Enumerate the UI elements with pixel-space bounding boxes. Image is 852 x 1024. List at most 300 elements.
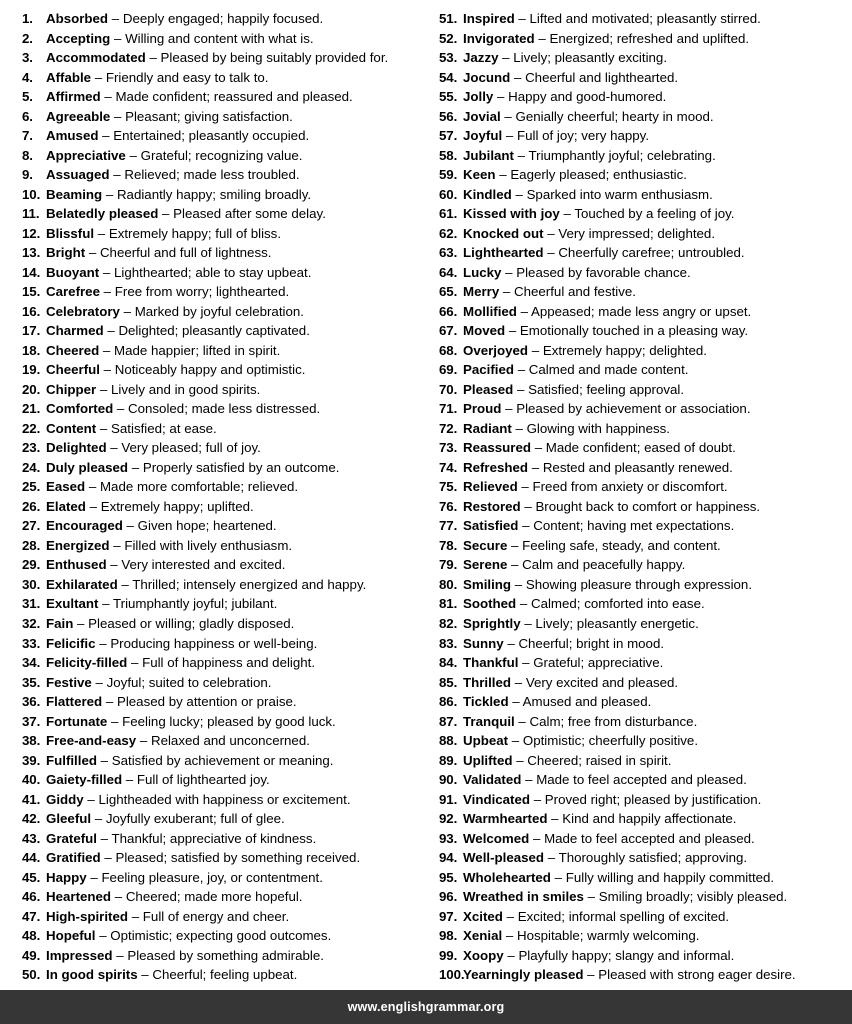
list-item-definition: Rested and pleasantly renewed. [542,459,733,475]
list-item [22,673,422,693]
list-item-number: 32. [22,615,41,631]
list-item [439,829,848,849]
list-item [439,263,848,283]
list-item-body [46,692,422,712]
list-item-term: Mollified [463,303,517,319]
list-item-separator: – [499,284,515,300]
list-item-definition: Excited; informal spelling of excited. [517,908,730,924]
list-item [22,29,422,49]
list-item-term: Serene [463,557,508,573]
list-item-body [46,887,422,907]
list-item-definition: Grateful; appreciative. [533,655,664,671]
list-item-separator: – [543,245,559,261]
list-item-body [463,653,848,673]
list-item-term: Well-pleased [463,850,545,866]
list-item-definition: Pleased or willing; gladly disposed. [88,615,295,631]
list-item-definition: Extremely happy; delighted. [542,342,707,358]
list-item-body [463,946,848,966]
list-item-separator: – [103,323,119,339]
list-item-definition: Pleased by something admirable. [127,947,324,963]
list-item [439,204,848,224]
list-item [439,555,848,575]
list-item-definition: Very impressed; delighted. [558,225,716,241]
list-item-number: 78. [439,537,458,553]
list-item-separator: – [85,498,101,514]
list-item-term: Restored [463,498,521,514]
list-item [439,712,848,732]
list-item-number: 74. [439,459,458,475]
list-item-definition: Brought back to comfort or happiness. [535,498,761,514]
list-item-separator: – [96,381,112,397]
list-item-term: Elated [46,498,86,514]
list-item-number: 84. [439,655,458,671]
list-item-term: Sprightly [463,615,521,631]
list-item-definition: Sparked into warm enthusiasm. [526,186,713,202]
list-item-number: 28. [22,537,41,553]
list-item [439,926,848,946]
list-item-number: 35. [22,674,41,690]
list-item-separator: – [508,733,523,749]
list-item-separator: – [127,655,143,671]
list-item [439,458,848,478]
list-item-term: Chipper [46,381,97,397]
list-item-separator: – [503,947,519,963]
list-item-term: Duly pleased [46,459,129,475]
list-item-term: Wreathed in smiles [463,889,584,905]
list-item-term: Encouraged [46,518,123,534]
list-item-term: Warmhearted [463,811,548,827]
list-item [439,887,848,907]
list-item-separator: – [85,479,100,495]
list-item-term: Felicity-filled [46,655,128,671]
list-item-separator: – [99,362,115,378]
list-item [439,594,848,614]
list-item-number: 88. [439,733,458,749]
list-item-definition: Producing happiness or well-being. [110,635,318,651]
list-item-separator: – [501,401,517,417]
list-item-term: Validated [463,772,522,788]
list-item-body [463,399,848,419]
list-item [22,380,422,400]
list-item [22,829,422,849]
list-item-body [463,243,848,263]
list-item-separator: – [518,518,534,534]
list-item [22,126,422,146]
list-item-term: Cheerful [46,362,100,378]
list-item-separator: – [111,889,126,905]
list-item-term: Kissed with joy [463,206,560,222]
list-item [22,712,422,732]
list-item-definition: Cheerful; bright in mood. [518,635,665,651]
list-item-body [463,321,848,341]
list-item-number: 26. [22,498,41,514]
list-item [22,555,422,575]
list-item-body [46,458,422,478]
list-item-separator: – [513,381,529,397]
list-item-separator: – [107,713,123,729]
list-item-number: 86. [439,694,458,710]
list-item-number: 67. [439,323,458,339]
list-item [439,848,848,868]
list-item-number: 44. [22,850,41,866]
list-item-definition: Full of energy and cheer. [142,908,290,924]
list-item-term: High-spirited [46,908,128,924]
list-item-body [463,731,848,751]
list-item-separator: – [96,830,112,846]
list-item-number: 39. [22,752,41,768]
list-item-separator: – [507,557,523,573]
list-item-term: Invigorated [463,30,535,46]
list-item-separator: – [136,733,151,749]
list-item-definition: Relieved; made less troubled. [124,167,300,183]
list-item-body [463,594,848,614]
list-item-separator: – [502,908,518,924]
list-item-separator: – [512,752,528,768]
list-item-separator: – [95,928,111,944]
list-item-definition: Lightheaded with happiness or excitement. [98,791,351,807]
list-item-definition: Cheerful and full of lightness. [99,245,272,261]
list-item-body [46,399,422,419]
list-item-number: 10. [22,186,41,202]
list-item-definition: Cheerful; feeling upbeat. [152,967,298,983]
list-item-separator: – [502,928,517,944]
list-item-definition: Satisfied; feeling approval. [528,381,685,397]
list-item-separator: – [117,576,133,592]
list-item-body [463,770,848,790]
list-item-separator: – [547,811,563,827]
list-item-number: 57. [439,128,458,144]
list-item [22,399,422,419]
list-item-body [46,926,422,946]
list-item [22,926,422,946]
list-item-body [46,282,422,302]
list-item-number: 70. [439,381,458,397]
list-item-definition: Joyfully exuberant; full of glee. [105,811,285,827]
list-item-separator: – [102,694,117,710]
list-item-term: Fain [46,615,74,631]
list-item-definition: Made more comfortable; relieved. [99,479,299,495]
list-item [22,146,422,166]
list-item-number: 93. [439,830,458,846]
list-item-number: 2. [22,30,33,46]
list-item-number: 58. [439,147,458,163]
list-item-separator: – [110,30,126,46]
list-item-term: Gleeful [46,811,92,827]
list-item-separator: – [109,537,125,553]
list-item [439,68,848,88]
list-item-definition: Glowing with happiness. [526,420,670,436]
list-item-body [46,965,422,985]
list-item-separator: – [534,30,550,46]
list-item-definition: Lively; pleasantly exciting. [513,50,668,66]
list-item-number: 79. [439,557,458,573]
list-item-number: 51. [439,11,458,26]
list-item-definition: Cheered; made more hopeful. [125,889,303,905]
list-item-number: 60. [439,186,458,202]
list-item-body [463,380,848,400]
list-item-separator: – [503,635,519,651]
list-item-number: 22. [22,420,41,436]
list-item-body [463,146,848,166]
list-item [439,419,848,439]
list-item-number: 29. [22,557,41,573]
list-item-term: Xenial [463,928,503,944]
list-item-separator: – [528,342,543,358]
list-item-definition: Pleased by achievement or association. [516,401,751,417]
list-item-term: Energized [46,537,110,553]
list-item-number: 52. [439,30,458,46]
list-item-separator: – [122,772,137,788]
list-item-term: Overjoyed [463,342,529,358]
list-item-definition: Extremely happy; full of bliss. [108,225,282,241]
list-item-body [463,87,848,107]
list-item-definition: Consoled; made less distressed. [128,401,321,417]
list-item-term: Flattered [46,694,103,710]
list-item-definition: Energized; refreshed and uplifted. [549,30,750,46]
list-item [439,165,848,185]
list-item-body [463,497,848,517]
list-item-term: Festive [46,674,92,690]
list-item-definition: Entertained; pleasantly occupied. [113,128,310,144]
list-item-number: 100. [439,967,465,983]
list-item-definition: Proved right; pleased by justification. [544,791,762,807]
list-item-term: Sunny [463,635,504,651]
list-item [22,946,422,966]
list-item [439,282,848,302]
list-item-term: In good spirits [46,967,138,983]
list-item-body [463,868,848,888]
list-item-term: Free-and-easy [46,733,137,749]
list-item-body [46,907,422,927]
list-item-definition: Pleased after some delay. [173,206,326,222]
list-item-body [46,48,422,68]
list-item-number: 23. [22,440,41,456]
list-item-term: Knocked out [463,225,544,241]
list-item [22,575,422,595]
list-item-number: 99. [439,947,458,963]
list-item-separator: – [83,791,99,807]
list-item-term: Thankful [463,655,519,671]
list-item-separator: – [110,108,126,124]
list-item-definition: Made to feel accepted and pleased. [536,772,747,788]
list-item-number: 38. [22,733,41,749]
list-item-definition: Made to feel accepted and pleased. [544,830,755,846]
list-item [439,224,848,244]
list-item-definition: Optimistic; cheerfully positive. [522,733,699,749]
list-item-term: Soothed [463,596,517,612]
list-item-number: 17. [22,323,41,339]
list-item [22,438,422,458]
list-item-number: 46. [22,889,41,905]
list-item-body [46,946,422,966]
list-item-separator: – [495,167,511,183]
list-item-number: 50. [22,967,41,983]
list-item-body [46,673,422,693]
list-item-term: Content [46,420,97,436]
list-item-term: Accepting [46,30,111,46]
list-item-body [46,126,422,146]
list-item-body [46,165,422,185]
list-item-body [46,380,422,400]
list-item-term: Eased [46,479,86,495]
list-item-body [463,458,848,478]
list-item-term: Lucky [463,264,502,280]
list-item-separator: – [498,50,514,66]
list-item-definition: Smiling broadly; visibly pleased. [598,889,788,905]
list-item-separator: – [106,557,122,573]
list-item-body [463,634,848,654]
list-item-definition: Relaxed and unconcerned. [150,733,310,749]
list-item-term: Wholehearted [463,869,551,885]
list-item-body [46,751,422,771]
list-item [22,360,422,380]
list-item-separator: – [507,537,523,553]
list-item-body [463,185,848,205]
list-item-number: 45. [22,869,41,885]
list-item-body [46,575,422,595]
list-item-number: 8. [22,147,33,163]
list-item-term: Fulfilled [46,752,97,768]
list-item-number: 81. [439,596,458,612]
list-item-term: Pleased [463,381,514,397]
list-item [439,751,848,771]
list-item-body [463,29,848,49]
list-item [439,653,848,673]
list-item [22,731,422,751]
list-item-number: 94. [439,850,458,866]
list-item-body [46,653,422,673]
list-item-body [463,751,848,771]
list-item-term: Relieved [463,479,518,495]
list-item-body [46,438,422,458]
list-item-separator: – [145,50,161,66]
list-item-number: 11. [22,206,40,222]
list-item-term: Vindicated [463,791,530,807]
list-item [22,965,422,985]
list-item-body [463,48,848,68]
list-item [439,965,848,985]
list-item [439,497,848,517]
list-item-number: 87. [439,713,458,729]
list-item-body [463,341,848,361]
list-item-body [46,516,422,536]
list-item-definition: Showing pleasure through expression. [525,576,753,592]
list-item [22,419,422,439]
list-item-number: 61. [439,206,458,222]
list-item [439,516,848,536]
list-item [439,868,848,888]
list-item-number: 89. [439,752,458,768]
list-item-term: Affirmed [46,89,101,105]
list-item [439,341,848,361]
list-item-definition: Calm and peacefully happy. [522,557,686,573]
list-item-number: 49. [22,947,41,963]
list-item [22,907,422,927]
list-item-body [46,634,422,654]
list-item-body [46,419,422,439]
list-item-number: 59. [439,167,458,183]
list-item-number: 1. [22,11,33,26]
list-item-term: Blissful [46,225,95,241]
list-item [439,673,848,693]
list-item-separator: – [99,284,115,300]
list-item-body [46,204,422,224]
list-item-separator: – [510,69,526,85]
list-item-term: Thrilled [463,674,512,690]
list-item-term: Delighted [46,440,107,456]
list-item-term: Proud [463,401,502,417]
list-item-body [46,360,422,380]
list-item [22,68,422,88]
list-item-definition: Made confident; eased of doubt. [545,440,736,456]
list-item-definition: Lively and in good spirits. [111,381,261,397]
list-item-number: 34. [22,655,41,671]
list-item [22,634,422,654]
list-item-body [46,712,422,732]
list-item-separator: – [99,264,114,280]
list-item [22,165,422,185]
list-item-term: Uplifted [463,752,513,768]
list-item-body [463,68,848,88]
list-item-body [46,614,422,634]
list-item-definition: Delighted; pleasantly captivated. [118,323,310,339]
list-item-body [46,185,422,205]
list-item-number: 40. [22,772,41,788]
list-item [439,360,848,380]
list-item-separator: – [96,752,112,768]
list-item-term: Jocund [463,69,511,85]
list-item-term: Hopeful [46,928,96,944]
list-item-number: 54. [439,69,458,85]
list-item-definition: Feeling pleasure, joy, or contentment. [101,869,323,885]
list-item-body [463,263,848,283]
list-item-number: 90. [439,772,458,788]
list-item [439,146,848,166]
list-item-term: Buoyant [46,264,100,280]
list-item-separator: – [99,342,115,358]
list-item-body [46,87,422,107]
list-item-body [463,965,848,985]
list-item-definition: Happy and good-humored. [508,89,667,105]
list-item-number: 63. [439,245,458,261]
list-item [22,204,422,224]
list-item-body [46,224,422,244]
list-item-separator: – [493,89,509,105]
list-item-separator: – [516,303,531,319]
list-item-separator: – [583,967,599,983]
list-item-number: 12. [22,225,41,241]
list-item-separator: – [73,615,89,631]
list-item-number: 18. [22,342,41,358]
list-item [22,751,422,771]
list-item-separator: – [543,225,559,241]
list-item-number: 42. [22,811,41,827]
list-item-separator: – [501,264,517,280]
list-item-term: Pacified [463,362,514,378]
list-item-body [463,360,848,380]
list-item-number: 21. [22,401,41,417]
list-item-number: 20. [22,381,41,397]
list-item [22,848,422,868]
list-item-term: Comforted [46,401,114,417]
list-item-separator: – [502,128,517,144]
list-item-body [46,341,422,361]
list-item-definition: Eagerly pleased; enthusiastic. [510,167,687,183]
list-item [22,614,422,634]
list-item-number: 72. [439,420,458,436]
list-item [22,594,422,614]
list-item-term: Jolly [463,89,494,105]
